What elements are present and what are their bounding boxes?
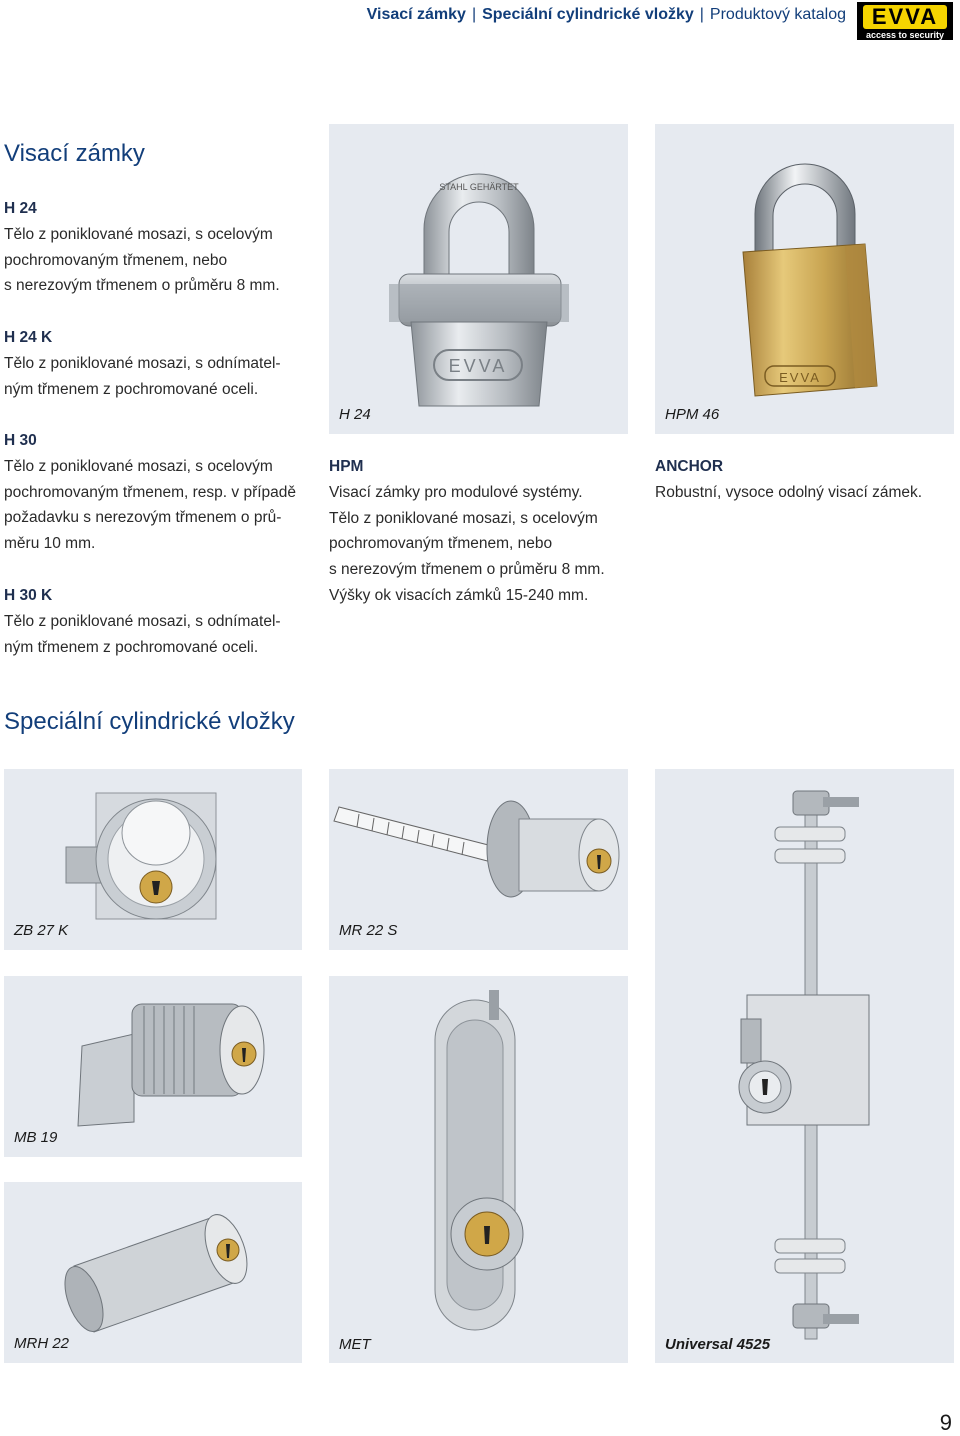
breadcrumb: [367, 6, 846, 24]
product-block-h24k: [4, 325, 304, 402]
image-caption: MB 19: [14, 1129, 58, 1146]
logo-tagline: access to security: [865, 30, 945, 40]
image-caption: Universal 4525: [665, 1336, 771, 1353]
product-title: H 24 K: [4, 329, 53, 346]
image-caption: MET: [339, 1336, 371, 1353]
image-panel-hpm46: [655, 124, 954, 434]
evva-logo: [857, 2, 953, 40]
product-desc-line: Tělo z poniklované mosazi, s ocelovým: [4, 225, 273, 243]
product-desc-line: Tělo z poniklované mosazi, s ocelovým: [4, 457, 273, 475]
cylinder-universal4525-image: [655, 769, 954, 1363]
product-desc-line: pochromovaným třmenem, resp. v případě: [4, 483, 297, 501]
padlock-h24-image: [329, 124, 628, 434]
section-title-special-cylinders: Speciální cylindrické vložky: [4, 708, 295, 735]
image-caption: MRH 22: [14, 1335, 70, 1352]
product-desc-line: ným třmenem z pochromované oceli.: [4, 638, 259, 656]
product-desc-line: pochromovaným třmenem, nebo: [4, 251, 228, 269]
product-title: H 24: [4, 200, 37, 217]
product-block-h30: [4, 428, 314, 557]
page-header: [0, 0, 960, 44]
image-panel-h24: [329, 124, 628, 434]
image-panel-mr22s: [329, 769, 628, 950]
breadcrumb-special-cylinders: Speciální cylindrické vložky: [482, 6, 694, 23]
padlock-engraving: EVVA: [448, 356, 508, 376]
product-desc-line: pochromovaným třmenem, nebo: [329, 535, 553, 553]
image-caption: ZB 27 K: [14, 922, 69, 939]
image-panel-zb27k: [4, 769, 302, 950]
page-number: 9: [939, 1410, 952, 1435]
breadcrumb-catalog: Produktový katalog: [709, 6, 846, 23]
product-block-anchor: [655, 454, 955, 506]
product-desc-line: ným třmenem z pochromované oceli.: [4, 380, 259, 398]
product-desc-line: Tělo z poniklované mosazi, s odnímatel-: [4, 354, 281, 372]
product-block-h24: [4, 196, 304, 299]
image-caption: HPM 46: [665, 406, 720, 423]
image-panel-mb19: [4, 976, 302, 1157]
breadcrumb-separator: |: [471, 6, 477, 23]
image-panel-mrh22: [4, 1182, 302, 1363]
image-panel-met: [329, 976, 628, 1363]
product-title: HPM: [329, 458, 364, 475]
product-desc-line: Výšky ok visacích zámků 15-240 mm.: [329, 586, 589, 604]
padlock-engraving: EVVA: [779, 370, 821, 385]
product-desc-line: Visací zámky pro modulové systémy.: [329, 483, 583, 501]
image-caption: H 24: [339, 406, 371, 423]
product-desc-line: měru 10 mm.: [4, 535, 96, 553]
breadcrumb-separator: |: [699, 6, 704, 23]
product-desc-line: Robustní, vysoce odolný visací zámek.: [655, 483, 923, 501]
shackle-engraving: STAHL GEHÄRTET: [439, 182, 519, 192]
product-desc-line: Tělo z poniklované mosazi, s ocelovým: [329, 509, 598, 527]
padlock-hpm46-image: [655, 124, 954, 434]
product-desc-line: s nerezovým třmenem o průměru 8 mm.: [4, 277, 280, 295]
cylinder-met-image: [329, 976, 628, 1363]
product-desc-line: požadavku s nerezovým třmenem o prů-: [4, 509, 282, 527]
product-title: H 30: [4, 432, 37, 449]
logo-wordmark: EVVA: [863, 5, 947, 29]
breadcrumb-padlocks: Visací zámky: [366, 6, 466, 23]
product-block-h30k: [4, 583, 304, 660]
image-caption: MR 22 S: [339, 922, 398, 939]
product-title: ANCHOR: [655, 458, 724, 475]
product-desc-line: s nerezovým třmenem o průměru 8 mm.: [329, 561, 605, 579]
product-title: H 30 K: [4, 587, 53, 604]
section-title-padlocks: Visací zámky: [4, 140, 145, 167]
image-panel-universal4525: [655, 769, 954, 1363]
product-desc-line: Tělo z poniklované mosazi, s odnímatel-: [4, 612, 281, 630]
product-block-hpm: [329, 454, 629, 609]
